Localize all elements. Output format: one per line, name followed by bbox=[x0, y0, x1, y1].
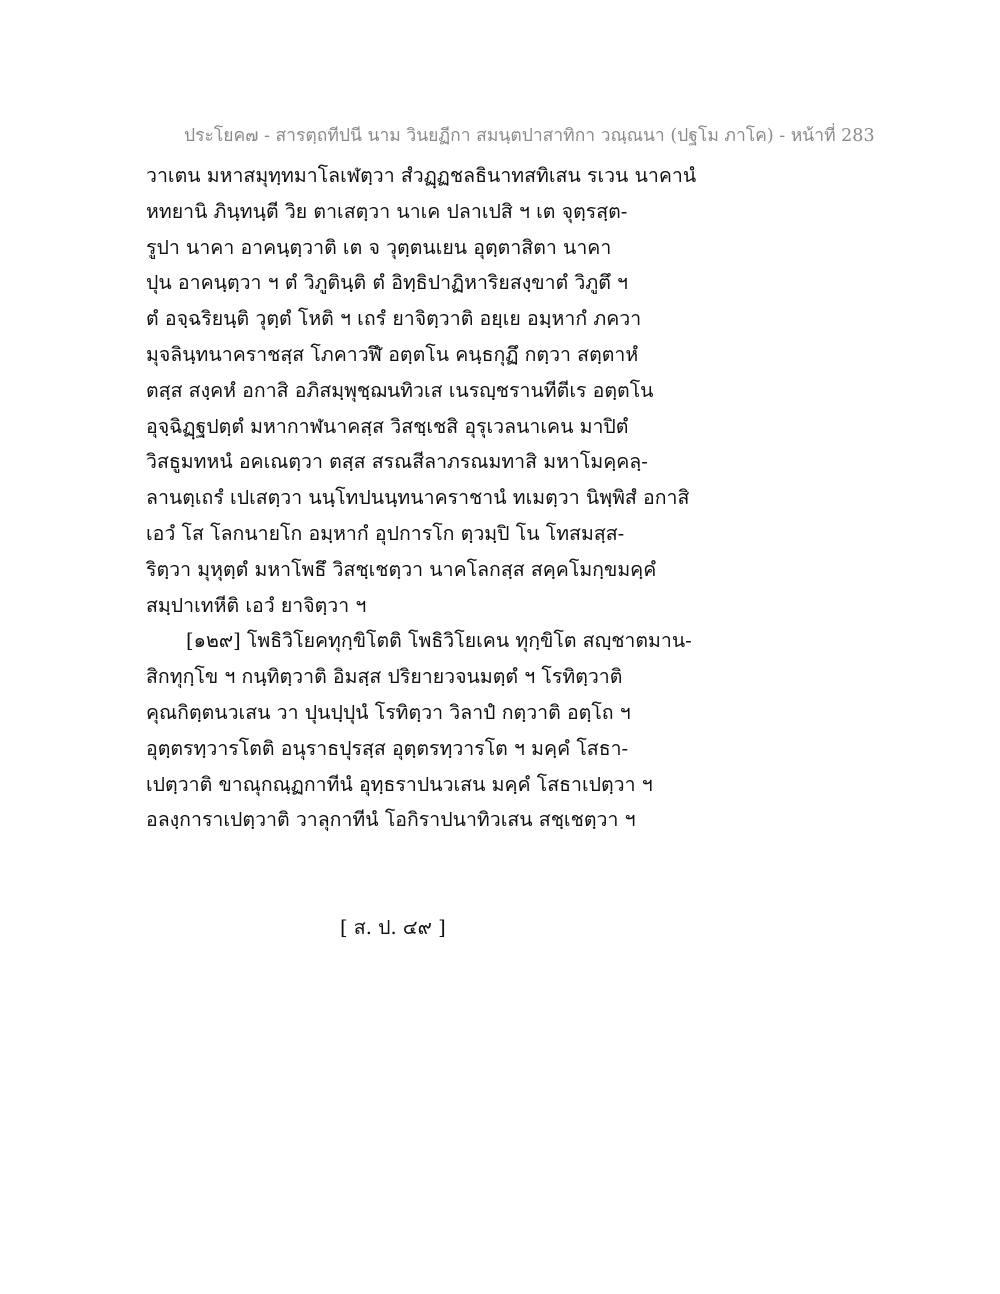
text-line: ตํ อจฺฉริยนฺติ วุตฺตํ โหติ ฯ เถรํ ยาจิตฺวาติ อยฺเย อมฺหากํ ภควา bbox=[146, 307, 642, 331]
text-line: อุจฺฉิฏฺฐปตฺตํ มหากาฬนาคสฺส วิสชฺเชสิ อุรุเวลนาเคน มาปิตํ bbox=[146, 414, 629, 438]
running-header: ประโยค๗ - สารตฺถทีปนี นาม วินยฏีกา สมนฺตปาสาทิกา วณฺณนา (ปฐโม ภาโค) - หน้าที่ 283 bbox=[184, 126, 875, 146]
text-line: อลงฺการาเปตฺวาติ วาลุกาทีนํ โอกิราปนาทิวเสน สชฺเชตฺวา ฯ bbox=[146, 808, 636, 832]
text-line: อุตฺตรทฺวารโตติ อนุราธปุรสฺส อุตฺตรทฺวารโต ฯ มคฺคํ โสธา- bbox=[146, 736, 629, 760]
text-line: ปุน อาคนฺตฺวา ฯ ตํ วิภูตินฺติ ตํ อิทฺธิปาฏิหาริยสงฺขาตํ วิภูตึ ฯ bbox=[146, 271, 629, 295]
text-line: ตสฺส สงฺคหํ อกาสิ อภิสมฺพุชฺฌนทิวเส เนรญฺชรานทีตีเร อตฺตโน bbox=[146, 378, 654, 402]
text-line: เอวํ โส โลกนายโก อมฺหากํ อุปการโก ตฺวมฺปิ โน โทสมสฺส- bbox=[146, 521, 625, 545]
text-line: ลานตฺเถรํ เปเสตฺวา นนฺโทปนนฺทนาคราชานํ ทเมตฺวา นิพฺพิสํ อกาสิ bbox=[146, 486, 690, 510]
text-line: วิสธูมทหนํ อคเณตฺวา ตสฺส สรณสีลาภรณมทาสิ มหาโมคฺคลฺ- bbox=[146, 450, 648, 474]
text-line: สมฺปาเทหีติ เอวํ ยาจิตฺวา ฯ bbox=[146, 593, 367, 617]
text-line: เปตฺวาติ ขาณุกณฺฏกาทีนํ อุทฺธราปนวเสน มคฺคํ โสธาเปตฺวา ฯ bbox=[146, 772, 653, 796]
text-line: มุจลินฺทนาคราชสฺส โภคาวฬึ อตฺตโน คนฺธกุฏึ กตฺวา สตฺตาหํ bbox=[146, 342, 639, 366]
paragraph-start-line: [๑๒๙] โพธิวิโยคทุกฺขิโตติ โพธิวิโยเคน ทุกฺขิโต สญฺชาตมาน- bbox=[186, 629, 692, 653]
text-line: สิกทุกฺโข ฯ กนฺทิตฺวาติ อิมสฺส ปริยายวจนมตฺตํ ฯ โรทิตฺวาติ bbox=[146, 665, 623, 689]
text-line: ริตฺวา มุหุตฺตํ มหาโพธึ วิสชฺเชตฺวา นาคโลกสฺส สคฺคโมกฺขมคฺคํ bbox=[146, 557, 657, 581]
text-line: รูปา นาคา อาคนฺตฺวาติ เต จ วุตฺตนเยน อุตฺตาสิตา นาคา bbox=[146, 235, 612, 259]
text-line: หทยานิ ภินฺทนฺตี วิย ตาเสตฺวา นาเค ปลาเปสิ ฯ เต จุตฺรสฺต- bbox=[146, 199, 628, 223]
text-line: วาเตน มหาสมุทฺทมาโลเฬตฺวา สํวฏฺฏชลธินาทสทิเสน รเวน นาคานํ bbox=[146, 164, 697, 187]
text-line: คุณกิตฺตนวเสน วา ปุนปฺปุนํ โรทิตฺวา วิลาปํ กตฺวาติ อตฺโถ ฯ bbox=[146, 700, 631, 724]
page-reference: [ ส. ป. ๔๙ ] bbox=[340, 916, 446, 939]
body-text bbox=[146, 158, 706, 838]
